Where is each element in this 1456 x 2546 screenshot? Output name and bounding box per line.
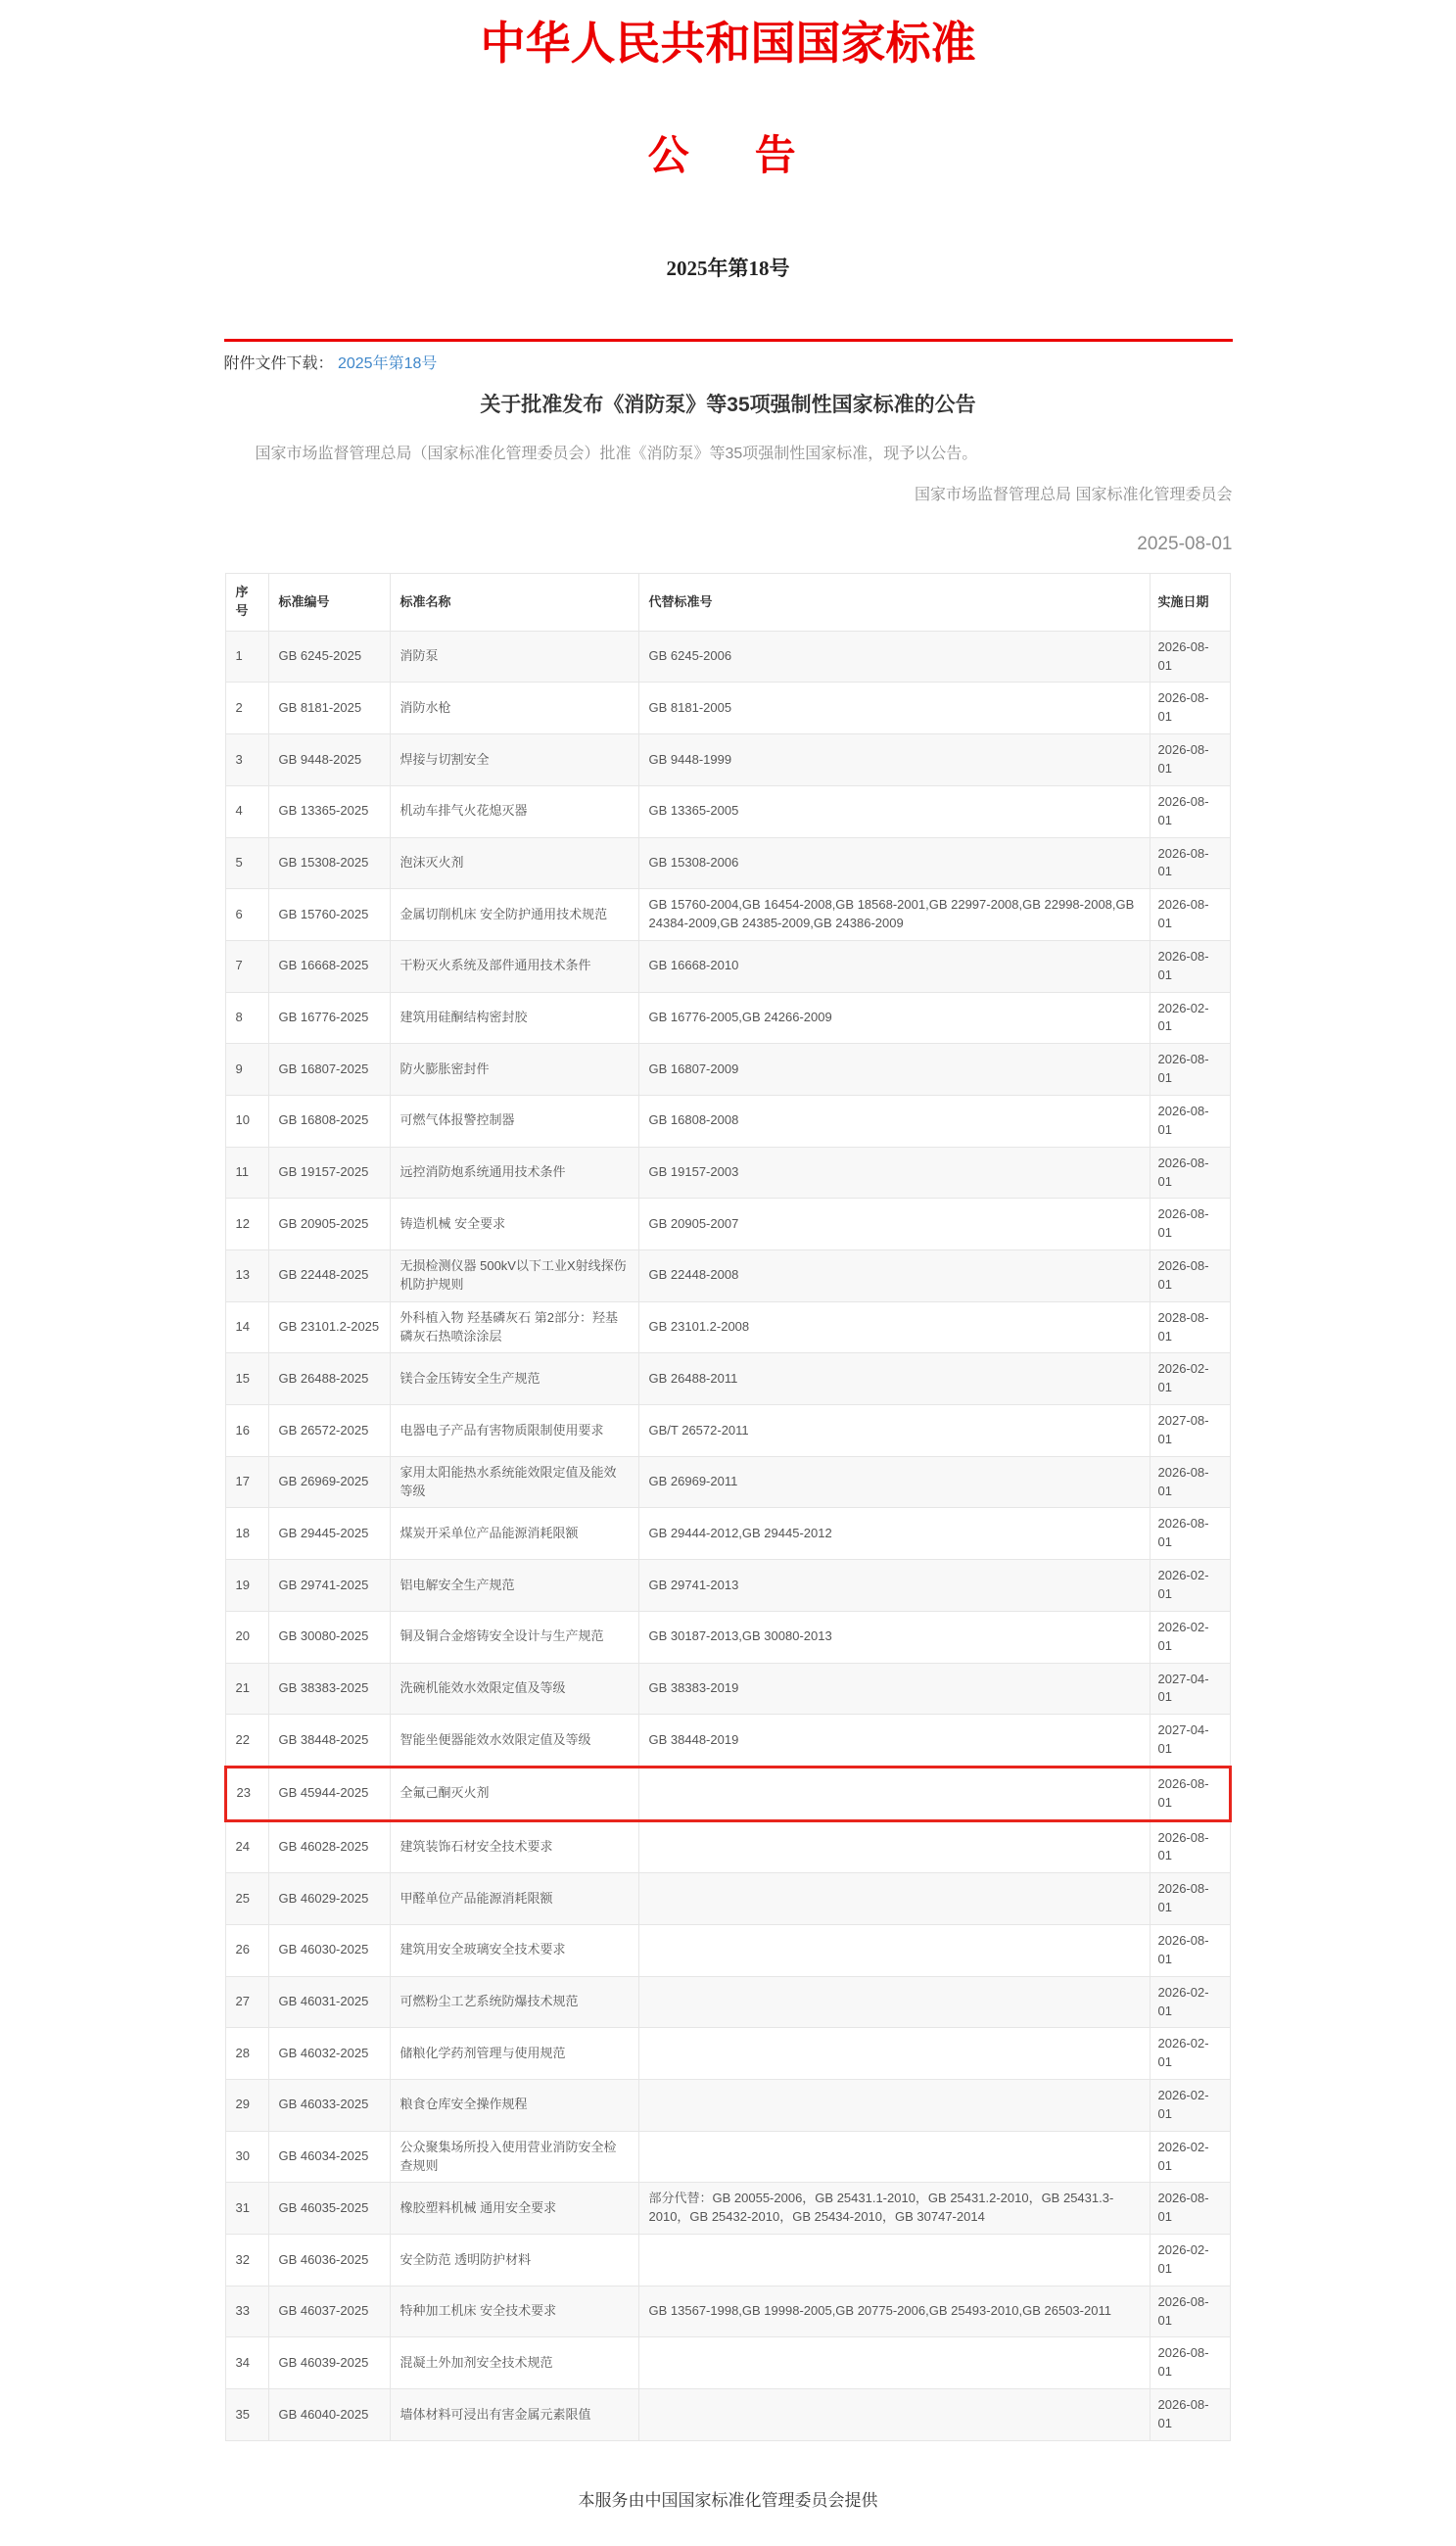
table-row [225,1301,1230,1353]
row-standard-name-link[interactable]: 电器电子产品有害物质限制使用要求 [390,1405,638,1457]
row-seq-no: 25 [225,1873,268,1925]
table-row [225,2235,1230,2287]
row-seq-no: 5 [225,837,268,889]
row-replaced-standards: GB 9448-1999 [638,734,1150,786]
table-row [225,2131,1230,2183]
table-row [225,1976,1230,2028]
announcement-word: 公 告 [647,133,809,179]
row-replaced-standards: GB 26969-2011 [638,1456,1150,1508]
table-row [225,1405,1230,1457]
row-standard-code: GB 6245-2025 [268,631,390,683]
table-row [225,631,1230,683]
row-replaced-standards [638,2337,1150,2389]
row-standard-code: GB 15308-2025 [268,837,390,889]
row-seq-no: 1 [225,631,268,683]
table-row [225,940,1230,992]
attachment-label: 附件文件下载： [223,354,334,372]
row-standard-code: GB 23101.2-2025 [268,1301,390,1353]
row-implementation-date: 2026-08-01 [1150,940,1230,992]
row-implementation-date: 2026-08-01 [1150,2286,1230,2337]
row-seq-no: 15 [225,1353,268,1405]
row-standard-name-link[interactable]: 建筑用安全玻璃安全技术要求 [390,1924,638,1976]
header-replaced-std: 代替标准号 [638,574,1150,632]
attachment-download-bar [224,339,1233,373]
row-standard-name-link[interactable]: 可燃气体报警控制器 [390,1095,638,1147]
issuer-signature: 国家市场监督管理总局 国家标准化管理委员会 [915,487,1233,504]
table-row [225,1767,1230,1820]
row-replaced-standards: GB 16807-2009 [638,1044,1150,1096]
row-seq-no: 19 [225,1560,268,1612]
row-seq-no: 24 [225,1820,268,1873]
row-standard-code: GB 16668-2025 [268,940,390,992]
row-replaced-standards: GB 38448-2019 [638,1715,1150,1768]
row-standard-code: GB 26969-2025 [268,1456,390,1508]
table-row [225,734,1230,786]
row-seq-no: 22 [225,1715,268,1768]
row-standard-code: GB 46028-2025 [268,1820,390,1873]
row-standard-name-link[interactable]: 煤炭开采单位产品能源消耗限额 [390,1508,638,1560]
row-seq-no: 30 [225,2131,268,2183]
table-row [225,992,1230,1044]
row-seq-no: 4 [225,785,268,837]
row-standard-name-link[interactable]: 消防泵 [390,631,638,683]
row-standard-code: GB 38448-2025 [268,1715,390,1768]
table-row [225,1560,1230,1612]
row-seq-no: 16 [225,1405,268,1457]
row-seq-no: 6 [225,889,268,941]
row-implementation-date: 2026-02-01 [1150,2131,1230,2183]
row-replaced-standards [638,2389,1150,2441]
row-replaced-standards: GB 19157-2003 [638,1147,1150,1199]
service-footer: 本服务由中国国家标准化管理委员会提供 [578,2490,878,2510]
table-row [225,1353,1230,1405]
row-seq-no: 23 [225,1767,268,1820]
table-row [225,1044,1230,1096]
row-implementation-date: 2026-08-01 [1150,1199,1230,1250]
row-replaced-standards: GB 22448-2008 [638,1250,1150,1302]
row-standard-name-link[interactable]: 外科植入物 羟基磷灰石 第2部分：羟基磷灰石热喷涂涂层 [390,1301,638,1353]
row-standard-code: GB 15760-2025 [268,889,390,941]
row-standard-code: GB 29741-2025 [268,1560,390,1612]
row-standard-code: GB 46030-2025 [268,1924,390,1976]
row-seq-no: 31 [225,2183,268,2235]
row-seq-no: 35 [225,2389,268,2441]
row-standard-name-link[interactable]: 铜及铜合金熔铸安全设计与生产规范 [390,1611,638,1663]
row-implementation-date: 2026-08-01 [1150,2389,1230,2441]
row-seq-no: 17 [225,1456,268,1508]
row-standard-code: GB 9448-2025 [268,734,390,786]
header-impl-date: 实施日期 [1150,574,1230,632]
header-std-code: 标准编号 [268,574,390,632]
row-seq-no: 3 [225,734,268,786]
row-seq-no: 13 [225,1250,268,1302]
row-seq-no: 18 [225,1508,268,1560]
attachment-download-link[interactable]: 2025年第18号 [337,354,438,372]
row-seq-no: 14 [225,1301,268,1353]
row-standard-name-link[interactable]: 家用太阳能热水系统能效限定值及能效等级 [390,1456,638,1508]
table-row [225,1250,1230,1302]
row-implementation-date: 2028-08-01 [1150,1301,1230,1353]
row-standard-name-link[interactable]: 特种加工机床 安全技术要求 [390,2286,638,2337]
announcement-title: 关于批准发布《消防泵》等35项强制性国家标准的公告 [480,393,976,416]
row-standard-code: GB 46035-2025 [268,2183,390,2235]
table-row [225,1715,1230,1768]
page-title: 中华人民共和国国家标准 [480,19,976,69]
row-implementation-date: 2026-08-01 [1150,1873,1230,1925]
row-standard-code: GB 16808-2025 [268,1095,390,1147]
table-row [225,2028,1230,2080]
row-implementation-date: 2026-08-01 [1150,837,1230,889]
standards-table-head [225,574,1230,632]
table-row [225,837,1230,889]
table-row [225,1611,1230,1663]
row-standard-name-link[interactable]: 消防水枪 [390,683,638,734]
row-implementation-date: 2026-02-01 [1150,1353,1230,1405]
row-replaced-standards: 部分代替：GB 20055-2006，GB 25431.1-2010，GB 25431.2-2010，GB 25431.3-2010，GB 25432-2010，GB 25434-2010，GB 30747-2014 [638,2183,1150,2235]
standards-table [224,573,1232,2441]
row-replaced-standards: GB 16808-2008 [638,1095,1150,1147]
row-replaced-standards: GB 15308-2006 [638,837,1150,889]
row-implementation-date: 2026-02-01 [1150,1976,1230,2028]
announcement-body: 国家市场监督管理总局（国家标准化管理委员会）批准《消防泵》等35项强制性国家标准，现予以公告。 [255,445,978,462]
row-implementation-date: 2026-02-01 [1150,2028,1230,2080]
row-standard-name-link[interactable]: 铸造机械 安全要求 [390,1199,638,1250]
row-seq-no: 11 [225,1147,268,1199]
row-standard-name-link[interactable]: 公众聚集场所投入使用营业消防安全检查规则 [390,2131,638,2183]
issue-number: 2025年第18号 [666,256,790,280]
header-std-name: 标准名称 [390,574,638,632]
row-implementation-date: 2026-08-01 [1150,1820,1230,1873]
row-implementation-date: 2026-08-01 [1150,631,1230,683]
row-standard-code: GB 19157-2025 [268,1147,390,1199]
row-standard-code: GB 46029-2025 [268,1873,390,1925]
table-row [225,2183,1230,2235]
row-standard-code: GB 29445-2025 [268,1508,390,1560]
row-replaced-standards [638,2080,1150,2132]
row-implementation-date: 2026-08-01 [1150,1456,1230,1508]
table-row [225,1663,1230,1715]
row-replaced-standards [638,1873,1150,1925]
row-implementation-date: 2027-08-01 [1150,1405,1230,1457]
row-seq-no: 9 [225,1044,268,1096]
row-replaced-standards: GB 38383-2019 [638,1663,1150,1715]
table-row [225,2286,1230,2337]
table-row [225,2080,1230,2132]
row-seq-no: 34 [225,2337,268,2389]
row-implementation-date: 2026-08-01 [1150,1924,1230,1976]
row-standard-code: GB 13365-2025 [268,785,390,837]
row-replaced-standards: GB 23101.2-2008 [638,1301,1150,1353]
table-row [225,1820,1230,1873]
row-standard-name-link[interactable]: 全氟己酮灭火剂 [390,1767,638,1820]
row-implementation-date: 2026-08-01 [1150,1095,1230,1147]
row-implementation-date: 2026-08-01 [1150,889,1230,941]
header-row [225,574,1230,632]
row-seq-no: 28 [225,2028,268,2080]
row-replaced-standards: GB 29444-2012,GB 29445-2012 [638,1508,1150,1560]
row-standard-code: GB 46034-2025 [268,2131,390,2183]
table-row [225,785,1230,837]
row-standard-name-link[interactable]: 建筑装饰石材安全技术要求 [390,1820,638,1873]
row-implementation-date: 2026-08-01 [1150,683,1230,734]
page-content [224,0,1233,2546]
row-replaced-standards: GB 16776-2005,GB 24266-2009 [638,992,1150,1044]
row-standard-name-link[interactable]: 储粮化学药剂管理与使用规范 [390,2028,638,2080]
row-implementation-date: 2026-02-01 [1150,2080,1230,2132]
row-implementation-date: 2026-02-01 [1150,1560,1230,1612]
row-replaced-standards [638,1924,1150,1976]
row-standard-code: GB 26572-2025 [268,1405,390,1457]
row-seq-no: 12 [225,1199,268,1250]
row-implementation-date: 2026-08-01 [1150,1044,1230,1096]
row-standard-name-link[interactable]: 机动车排气火花熄灭器 [390,785,638,837]
row-standard-name-link[interactable]: 泡沫灭火剂 [390,837,638,889]
table-row [225,889,1230,941]
row-implementation-date: 2026-02-01 [1150,2235,1230,2287]
row-standard-code: GB 46036-2025 [268,2235,390,2287]
row-replaced-standards: GB 8181-2005 [638,683,1150,734]
row-replaced-standards: GB 16668-2010 [638,940,1150,992]
row-replaced-standards [638,2131,1150,2183]
table-row [225,1873,1230,1925]
row-standard-name-link[interactable]: 安全防范 透明防护材料 [390,2235,638,2287]
row-replaced-standards [638,1976,1150,2028]
row-standard-name-link[interactable]: 智能坐便器能效水效限定值及等级 [390,1715,638,1768]
row-seq-no: 32 [225,2235,268,2287]
row-standard-name-link[interactable]: 洗碗机能效水效限定值及等级 [390,1663,638,1715]
standards-table-body [225,631,1230,2440]
row-standard-name-link[interactable]: 粮食仓库安全操作规程 [390,2080,638,2132]
row-seq-no: 20 [225,1611,268,1663]
row-seq-no: 21 [225,1663,268,1715]
table-row [225,2337,1230,2389]
row-standard-code: GB 16807-2025 [268,1044,390,1096]
table-row [225,1095,1230,1147]
row-replaced-standards [638,1767,1150,1820]
row-replaced-standards: GB 26488-2011 [638,1353,1150,1405]
header-seq-no: 序号 [225,574,268,632]
row-standard-name-link[interactable]: 建筑用硅酮结构密封胶 [390,992,638,1044]
row-standard-code: GB 46033-2025 [268,2080,390,2132]
row-implementation-date: 2026-08-01 [1150,1147,1230,1199]
row-standard-code: GB 46037-2025 [268,2286,390,2337]
row-standard-name-link[interactable]: 甲醛单位产品能源消耗限额 [390,1873,638,1925]
row-replaced-standards [638,2235,1150,2287]
row-standard-name-link[interactable]: 干粉灭火系统及部件通用技术条件 [390,940,638,992]
document-header [224,0,1233,282]
row-standard-name-link[interactable]: 镁合金压铸安全生产规范 [390,1353,638,1405]
row-seq-no: 33 [225,2286,268,2337]
row-standard-name-link[interactable]: 混凝土外加剂安全技术规范 [390,2337,638,2389]
row-standard-name-link[interactable]: 可燃粉尘工艺系统防爆技术规范 [390,1976,638,2028]
row-implementation-date: 2026-08-01 [1150,1508,1230,1560]
row-implementation-date: 2026-08-01 [1150,1767,1230,1820]
row-standard-code: GB 16776-2025 [268,992,390,1044]
issue-date: 2025-08-01 [1137,534,1233,555]
row-implementation-date: 2026-08-01 [1150,2337,1230,2389]
row-standard-code: GB 26488-2025 [268,1353,390,1405]
row-seq-no: 26 [225,1924,268,1976]
row-replaced-standards: GB/T 26572-2011 [638,1405,1150,1457]
row-replaced-standards: GB 13567-1998,GB 19998-2005,GB 20775-2006,GB 25493-2010,GB 26503-2011 [638,2286,1150,2337]
row-replaced-standards: GB 6245-2006 [638,631,1150,683]
row-implementation-date: 2026-02-01 [1150,1611,1230,1663]
row-replaced-standards: GB 20905-2007 [638,1199,1150,1250]
row-standard-code: GB 46031-2025 [268,1976,390,2028]
row-standard-name-link[interactable]: 防火膨胀密封件 [390,1044,638,1096]
table-row [225,683,1230,734]
row-seq-no: 29 [225,2080,268,2132]
table-row [225,1456,1230,1508]
table-row [225,1924,1230,1976]
row-replaced-standards: GB 30187-2013,GB 30080-2013 [638,1611,1150,1663]
row-replaced-standards: GB 13365-2005 [638,785,1150,837]
table-row [225,2389,1230,2441]
row-implementation-date: 2026-08-01 [1150,785,1230,837]
row-standard-code: GB 22448-2025 [268,1250,390,1302]
row-standard-name-link[interactable]: 铝电解安全生产规范 [390,1560,638,1612]
row-seq-no: 7 [225,940,268,992]
row-standard-name-link[interactable]: 橡胶塑料机械 通用安全要求 [390,2183,638,2235]
row-implementation-date: 2027-04-01 [1150,1663,1230,1715]
row-implementation-date: 2027-04-01 [1150,1715,1230,1768]
row-implementation-date: 2026-08-01 [1150,1250,1230,1302]
row-seq-no: 8 [225,992,268,1044]
row-implementation-date: 2026-08-01 [1150,734,1230,786]
row-standard-code: GB 30080-2025 [268,1611,390,1663]
row-standard-code: GB 20905-2025 [268,1199,390,1250]
row-standard-code: GB 46032-2025 [268,2028,390,2080]
row-standard-code: GB 45944-2025 [268,1767,390,1820]
row-replaced-standards: GB 15760-2004,GB 16454-2008,GB 18568-2001,GB 22997-2008,GB 22998-2008,GB 24384-2009,GB 24385-2009,GB 24386-2009 [638,889,1150,941]
table-row [225,1508,1230,1560]
row-replaced-standards [638,1820,1150,1873]
row-standard-code: GB 8181-2025 [268,683,390,734]
row-seq-no: 27 [225,1976,268,2028]
row-implementation-date: 2026-02-01 [1150,992,1230,1044]
table-row [225,1199,1230,1250]
row-replaced-standards: GB 29741-2013 [638,1560,1150,1612]
row-standard-name-link[interactable]: 墙体材料可浸出有害金属元素限值 [390,2389,638,2441]
row-standard-name-link[interactable]: 焊接与切割安全 [390,734,638,786]
row-standard-code: GB 46039-2025 [268,2337,390,2389]
row-standard-code: GB 38383-2025 [268,1663,390,1715]
row-standard-name-link[interactable]: 金属切削机床 安全防护通用技术规范 [390,889,638,941]
table-row [225,1147,1230,1199]
row-implementation-date: 2026-08-01 [1150,2183,1230,2235]
row-seq-no: 10 [225,1095,268,1147]
row-replaced-standards [638,2028,1150,2080]
row-standard-code: GB 46040-2025 [268,2389,390,2441]
row-seq-no: 2 [225,683,268,734]
row-standard-name-link[interactable]: 无损检测仪器 500kV以下工业X射线探伤机防护规则 [390,1250,638,1302]
row-standard-name-link[interactable]: 远控消防炮系统通用技术条件 [390,1147,638,1199]
